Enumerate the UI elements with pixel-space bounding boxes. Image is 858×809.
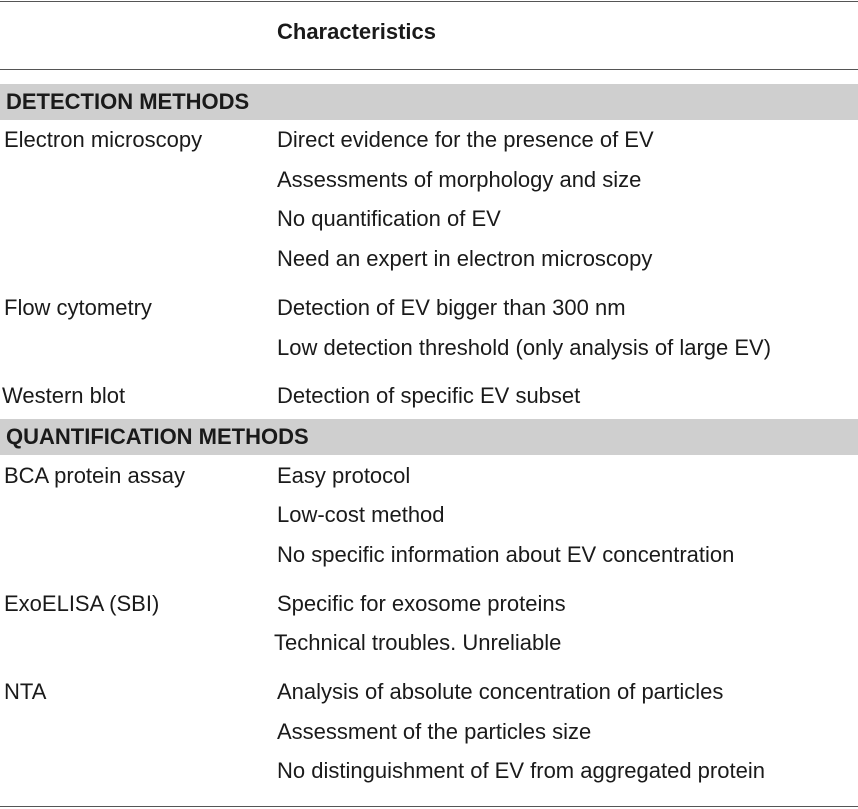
characteristic-item: Assessment of the particles size [277,719,592,744]
characteristic-item: Analysis of absolute concentration of particles [277,679,724,704]
characteristic-item: Specific for exosome proteins [277,591,566,616]
method-western-blot: Western blot [2,383,126,408]
section-quantification-methods: QUANTIFICATION METHODS [0,419,858,455]
characteristic-item: Direct evidence for the presence of EV [277,127,654,152]
method-flow-cytometry: Flow cytometry [4,295,152,320]
method-exoelisa-sbi: ExoELISA (SBI) [4,591,160,616]
table-header-rule [0,69,858,70]
characteristic-item: Assessments of morphology and size [277,167,642,192]
characteristic-item: Need an expert in electron microscopy [277,246,653,271]
characteristic-item: No distinguishment of EV from aggregated protein [277,758,765,783]
characteristic-item: Low-cost method [277,502,445,527]
characteristic-item: No specific information about EV concentration [277,542,735,567]
table-bottom-rule [0,806,858,807]
characteristic-item: Detection of specific EV subset [277,383,581,408]
method-electron-microscopy: Electron microscopy [4,127,203,152]
characteristic-item: Low detection threshold (only analysis of large EV) [277,335,772,360]
table-top-rule [0,1,858,2]
characteristic-item: Technical troubles. Unreliable [274,630,562,655]
column-header-characteristics: Characteristics [277,19,436,44]
section-detection-methods: DETECTION METHODS [0,84,858,120]
characteristic-item: No quantification of EV [277,206,501,231]
method-nta: NTA [4,679,47,704]
characteristic-item: Easy protocol [277,463,411,488]
method-bca-protein-assay: BCA protein assay [4,463,185,488]
characteristic-item: Detection of EV bigger than 300 nm [277,295,626,320]
